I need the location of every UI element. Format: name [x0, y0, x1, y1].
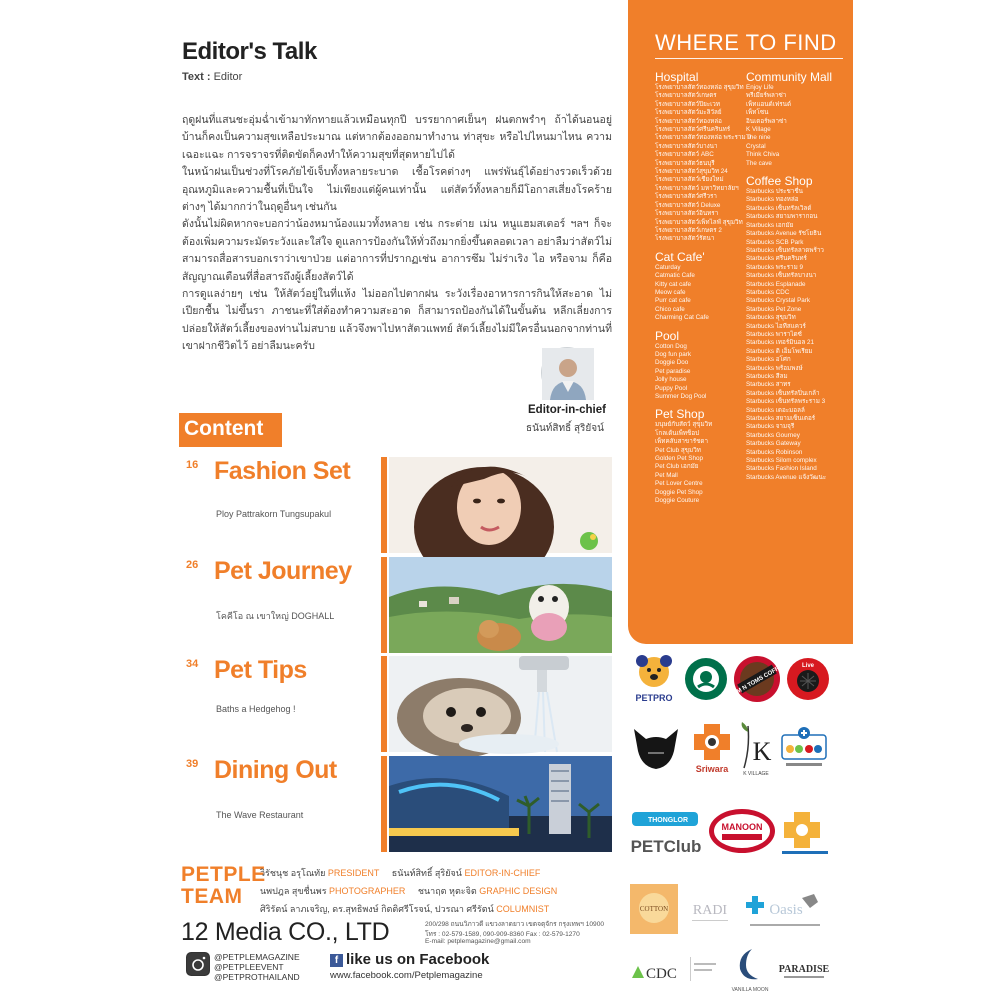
where-to-find-location: โรงพยาบาลสัตว์เพ็ทไลฟ์ สุขุมวิท	[655, 218, 743, 226]
accent-bar	[381, 756, 387, 852]
where-to-find-location: Starbucks พร้อมพงษ์	[746, 364, 803, 372]
pet-journey-photo	[389, 557, 612, 653]
tomntoms-coffee-logo	[728, 655, 788, 703]
accent-bar	[381, 557, 387, 653]
where-to-find-location: Cotton Dog	[655, 342, 687, 350]
pet-tips-photo	[389, 656, 612, 752]
dining-out-photo	[389, 756, 612, 852]
content-label: Content	[179, 413, 282, 447]
where-to-find-location: Starbucks ดิ เอ็มโพเรียม	[746, 347, 813, 355]
petclub-logo-text: PETClub	[630, 837, 702, 856]
starbucks-logo	[684, 657, 728, 701]
where-to-find-location: Dog fun park	[655, 350, 692, 358]
where-to-find-location: Puppy Pool	[655, 384, 688, 392]
k-village-logo-text: K VILLAGE	[743, 771, 769, 777]
where-to-find-location: Starbucks ประชาชื่น	[746, 188, 803, 196]
content-subtitle: The Wave Restaurant	[216, 810, 304, 820]
where-to-find-location: Starbucks Robinson	[746, 448, 803, 456]
where-to-find-location: Doggie Pet Shop	[655, 488, 703, 496]
cat-silhouette-logo	[630, 725, 682, 771]
where-to-find-divider	[655, 58, 843, 59]
paradise-logo-text: PARADISE	[778, 964, 830, 975]
where-to-find-location: Think Chiva	[746, 151, 780, 159]
content-subtitle: Ploy Pattrakorn Tungsupakul	[216, 509, 332, 519]
where-to-find-location: มนุษย์กับสัตว์ สุขุมวิท	[655, 421, 713, 429]
radi-logo-text: RADI	[692, 903, 728, 918]
where-to-find-location: Starbucks เซ็นทรัลพระราม 3	[746, 398, 826, 406]
where-to-find-location: โกลเด้นเพ็ทช็อป	[655, 429, 700, 437]
where-to-find-location: Starbucks Esplanade	[746, 280, 806, 288]
where-to-find-title: WHERE TO FIND	[655, 30, 837, 55]
cotton-logo	[630, 884, 678, 934]
social-handle[interactable]: @PETPROTHAILAND	[214, 972, 300, 982]
editor-credit	[182, 71, 242, 83]
cotton-logo-text: COTTON	[639, 905, 669, 913]
where-to-find-location: Starbucks พระราม 9	[746, 263, 803, 271]
where-to-find-location: โรงพยาบาลสัตว์ทองหล่อ สุขุมวิท	[655, 84, 744, 91]
fashion-set-photo	[389, 457, 612, 553]
team-member-role: COLUMNIST	[496, 904, 550, 914]
editor-paragraph: ดังนั้นไม่ผิดหากจะบอกว่าน้องหมาน้องแมวทั้งหลาย เช่น กระต่าย เม่น หนูแฮมสเตอร์ ฯลฯ ก็จะต้องเพิ่มความระมัดระวังและใส่ใจ ดูแลการป้องกันให้ทั่วถึงมากยิ่งขึ้นตลอดเวลา อย่าลืมว่าสัตว์ไม่สามารถสื่อสารบอกเราว่าเขาป่วย แต่อาการที่ปรากฏเช่น อาการซึม ไม่ร่าเริง ไอ หรือจาม ก็คือสัญญาณเตือนที่สื่อสารถึงผู้เลี้ยงสัตว์ได้	[182, 218, 612, 283]
vanilla-moon-logo	[728, 945, 772, 995]
where-to-find-location: Catmatic Cafe	[655, 272, 695, 280]
where-to-find-location: Starbucks เซ็นทรัลลาดพร้าว	[746, 246, 824, 254]
where-to-find-location: โรงพยาบาลสัตว์เชียงใหม่	[655, 176, 724, 184]
where-to-find-location: Jolly house	[655, 376, 687, 384]
where-to-find-location: โรงพยาบาลสัตว์เกษตร	[655, 92, 717, 100]
team-line-2	[260, 884, 557, 898]
content-item-fashion-set[interactable]	[186, 457, 612, 553]
oasis-logo-text: Oasis	[769, 902, 803, 918]
cdc-logo	[630, 958, 688, 984]
editor-credit-label: Text :	[182, 71, 211, 83]
accent-bar	[381, 656, 387, 752]
where-to-find-location: Pet Club สุขุมวิท	[655, 446, 701, 454]
where-to-find-location: Charming Cat Cafe	[655, 314, 709, 322]
where-to-find-location: โรงพยาบาลสัตว์สุขุมวิท 24	[655, 168, 728, 176]
sriwara-logo-text: Sriwara	[695, 764, 729, 774]
where-to-find-location: Starbucks Gateway	[746, 440, 801, 448]
where-to-find-location: Pet Mall	[655, 471, 678, 479]
content-item-pet-tips[interactable]	[186, 656, 612, 752]
facebook-like-text[interactable]: like us on Facebook	[346, 951, 490, 968]
where-to-find-location: Summer Dog Pool	[655, 393, 707, 400]
where-to-find-location: Golden Pet Shop	[655, 455, 703, 463]
content-item-pet-journey[interactable]	[186, 557, 612, 653]
where-to-find-location: พรีเมียร์พลาซ่า	[746, 92, 787, 100]
content-subtitle: โคคีโอ ณ เขาใหญ่ DOGHALL	[216, 611, 335, 621]
where-to-find-location: Pet Lover Centre	[655, 480, 703, 488]
where-to-find-location: Starbucks Gourney	[746, 431, 800, 439]
where-to-find-location: Starbucks จามจุรี	[746, 423, 795, 431]
where-to-find-location: เพ็ทโซน	[746, 109, 769, 117]
where-to-find-location: โรงพยาบาลสัตว์บางนา	[655, 142, 718, 150]
thonglor-logo-text: THONGLOR	[647, 817, 689, 824]
where-to-find-heading: Coffee Shop	[746, 174, 813, 189]
where-to-find-location: Starbucks อโศก	[746, 356, 791, 364]
tomntoms-logo-text: TOM N TOMS COFFEE	[728, 662, 788, 700]
content-page-number: 34	[186, 658, 199, 670]
where-to-find-location: โรงพยาบาลสัตว์ทองหล่อ พระราม 9	[655, 134, 751, 142]
content-page-number: 26	[186, 559, 199, 571]
content-title[interactable]: Dining Out	[214, 756, 337, 784]
editor-credit-value: Editor	[213, 71, 243, 83]
where-to-find-location: Starbucks Avenue แจ้งวัฒนะ	[746, 473, 827, 481]
where-to-find-location: Starbucks ไอทีสแควร์	[746, 322, 806, 330]
content-page-number: 16	[186, 459, 199, 471]
where-to-find-location: Starbucks ศรีนครินทร์	[746, 255, 807, 263]
where-to-find-location: โรงพยาบาลสัตว์ Deluxe	[655, 201, 721, 209]
where-to-find-location: Starbucks เทอร์มินอล 21	[746, 339, 815, 347]
content-item-dining-out[interactable]	[186, 756, 612, 852]
k-village-logo	[736, 718, 776, 778]
where-to-find-location: Starbucks Crystal Park	[746, 297, 811, 305]
social-handle[interactable]: @PETPLEEVENT	[214, 962, 284, 972]
where-to-find-heading: Pet Shop	[655, 407, 705, 422]
where-to-find-location: Starbucks สยามพารากอน	[746, 213, 818, 221]
manoon-logo-text: MANOON	[721, 822, 763, 832]
animal-hospital-logo	[780, 806, 830, 858]
content-subtitle: Baths a Hedgehog !	[216, 704, 296, 714]
editor-paragraph: ในหน้าฝนเป็นช่วงที่โรคภัยไข้เจ็บทั้งหลายระบาด เชื้อโรคต่างๆ แพร่พันธุ์ได้อย่างรวดเร็วด้วยอุณหภูมิและความชื้นที่เป็นใจ ไม่เพียงแต่ผู้คนเท่านั้น แต่สัตว์ทั้งหลายก็มีโอกาสเสี่ยงโรคร้ายต่างๆ ได้มากกว่าในฤดูอื่นๆ เช่นกัน	[182, 166, 612, 214]
petpro-logo-text: PETPRO	[635, 693, 673, 703]
where-to-find-location: The cave	[746, 159, 772, 167]
team-member-name: วิรัชนุช อรุโณทัย	[260, 868, 326, 878]
team-member-name: ชนาฤต หุตะจิต	[417, 886, 477, 896]
team-line-3	[260, 902, 549, 916]
editor-body	[182, 112, 612, 356]
where-to-find-right-column	[746, 64, 846, 482]
where-to-find-location: Starbucks Fashion Island	[746, 465, 817, 473]
where-to-find-location: โรงพยาบาลสัตว์ธนบุรี	[655, 159, 715, 167]
where-to-find-location: Chico cafe	[655, 305, 685, 313]
team-member-role: GRAPHIC DESIGN	[479, 886, 558, 896]
thonglor-petclub-logo	[630, 808, 702, 858]
where-to-find-location: Caturday	[655, 263, 681, 271]
where-to-find-location: โรงพยาบาลสัตว์ ABC	[655, 151, 714, 159]
email-line[interactable]: E-mail: petplemagazine@gmail.com	[425, 938, 531, 945]
team-member-role: EDITOR-IN-CHIEF	[464, 868, 541, 878]
where-to-find-location: Pet Club เอกมัย	[655, 463, 699, 471]
contact-line: โทร : 02-579-1589, 090-909-8360 Fax : 02-579-1270	[425, 931, 580, 938]
where-to-find-location: โรงพยาบาลสัตว์ศรีนครินทร์	[655, 126, 731, 134]
content-page-number: 39	[186, 758, 199, 770]
radi-logo	[684, 890, 736, 930]
where-to-find-location: โรงพยาบาลสัตว์อินทรา	[655, 210, 719, 218]
where-to-find-location: The nine	[746, 134, 771, 142]
editor-signature-name: ธนันท์สิทธิ์ สุริยัจน์	[526, 423, 604, 434]
where-to-find-location: Meow cafe	[655, 288, 686, 296]
where-to-find-heading: Community Mall	[746, 70, 833, 84]
where-to-find-location: โรงพยาบาลสัตว์ มหาวิทยาลัยฯ	[655, 184, 739, 192]
team-heading-line1: PETPLE	[181, 863, 266, 886]
where-to-find-location: เพ็ทแอนด์เฟรนด์	[746, 100, 792, 108]
where-to-find-location: Crystal	[746, 142, 766, 150]
where-to-find-location: Doggie Couture	[655, 497, 700, 505]
facebook-url[interactable]: www.facebook.com/Petplemagazine	[330, 970, 483, 981]
editor-signature-role: Editor-in-chief	[528, 404, 606, 416]
where-to-find-location: K Village	[746, 126, 771, 134]
vanilla-moon-logo-text: VANILLA MOON	[731, 987, 769, 993]
where-to-find-location: Starbucks เซ็นทรัลเวิลด์	[746, 204, 812, 212]
team-member-role: PRESIDENT	[327, 868, 380, 878]
accent-bar	[381, 457, 387, 553]
editor-paragraph: ฤดูฝนที่แสนชะอุ่มฉ่ำเข้ามาทักทายแล้วเหมือนทุกปี บรรยากาศเย็นๆ ฝนตกพรำๆ ถ้าได้นอนอยู่บ้านก็คงเป็นความสุขเหลือประมาณ แต่หากต้องออกมาทำงาน ท่าสุขะ หรือไปไหนมาไหน ความเฉอะแฉะ การจราจรที่ติดขัดก็คงทำให้ความสุขที่สุดหายไปได้	[182, 114, 612, 161]
editors-talk-title: Editor's Talk	[182, 38, 317, 65]
team-member-name: ศิริรัตน์ ลาภเจริญ, ดร.สุทธิพงษ์ กิตติศรีโรจน์, ปวรณา ศรีรัตน์	[260, 904, 494, 914]
where-to-find-location: Starbucks เดอะมอลล์	[746, 406, 805, 414]
facebook-icon[interactable]: f	[330, 954, 343, 967]
where-to-find-location: Starbucks เซ็นทรัลบางนา	[746, 272, 817, 280]
where-to-find-location: Starbucks Avenue รัชโยธิน	[746, 230, 822, 238]
where-to-find-location: เพ็ทคลับสาขารัชดา	[655, 438, 709, 446]
team-member-role: PHOTOGRAPHER	[329, 886, 406, 896]
where-to-find-location: Enjoy Life	[746, 84, 774, 91]
instagram-icon[interactable]	[186, 952, 210, 976]
where-to-find-location: Starbucks สีลม	[746, 373, 788, 380]
address-line: 200/298 ถนนวิภาวดี แขวงลาดยาว เขตจตุจักร กรุงเทพฯ 10900	[425, 921, 605, 928]
where-to-find-location: Pet paradise	[655, 367, 691, 375]
content-title[interactable]: Pet Journey	[214, 557, 352, 585]
paradise-logo	[776, 958, 832, 984]
where-to-find-location: Starbucks ทองหล่อ	[746, 196, 799, 204]
clinic-logo	[780, 725, 828, 771]
where-to-find-location: Kitty cat cafe	[655, 280, 692, 288]
petpro-logo	[632, 655, 677, 705]
manoon-logo	[708, 808, 776, 854]
editor-avatar	[541, 347, 593, 399]
where-to-find-location: Starbucks สยามเซ็นเตอร์	[746, 415, 816, 423]
where-to-find-location: Starbucks สุขุมวิท	[746, 314, 796, 322]
where-to-find-location: โรงพยาบาลสัตว์ศรีวรา	[655, 193, 717, 201]
where-to-find-location: Starbucks Silom complex	[746, 457, 817, 465]
where-to-find-location: โรงพยาบาลสัตว์ทองหล่อ	[655, 117, 722, 125]
where-to-find-location: Starbucks SCB Park	[746, 238, 804, 246]
where-to-find-heading: Hospital	[655, 70, 699, 84]
where-to-find-location: Starbucks CDC	[746, 288, 790, 296]
where-to-find-location: Starbucks เซ็นทรัลปิ่นเกล้า	[746, 389, 820, 397]
content-title[interactable]: Fashion Set	[214, 457, 351, 485]
cdc-logo-text: CDC	[646, 966, 677, 982]
where-to-find-location: Doggie Doo	[655, 359, 689, 367]
editor-paragraph: การดูแลง่ายๆ เช่น ให้สัตว์อยู่ในที่แห้ง ไม่ออกไปตากฝน ระวังเรื่องอาหารการกินให้สะอาด ไม่เปียกชื้น ไม่ขึ้นรา ภาชนะที่ใส่ต้องทำความสะอาด ก็สามารถป้องกันได้ในขั้นต้น หลีกเลี่ยงการปล่อยให้สัตว์เลี้ยงของท่านไม่สบาย แล้วจึงพาไปหาสัตวแพทย์ สัตว์เลี้ยงไม่มีใครอื่นนอกจากท่านที่เขาฝากชีวิตไว้ อย่าลืมนะครับ	[182, 288, 612, 353]
oasis-logo	[740, 888, 828, 934]
where-to-find-location: Starbucks เอกมัย	[746, 221, 794, 229]
where-to-find-location: โรงพยาบาลสัตว์มะลิวัลย์	[655, 109, 722, 117]
where-to-find-location: อินเตอร์พลาซ่า	[746, 117, 787, 125]
company-name: 12 Media CO., LTD	[181, 918, 390, 946]
team-member-name: นพปฎล สุขชื่นพร	[260, 886, 327, 896]
where-to-find-location: Purr cat cafe	[655, 297, 691, 305]
content-title[interactable]: Pet Tips	[214, 656, 307, 684]
cdc-tagline-logo	[690, 955, 720, 983]
svg-text:K: K	[752, 737, 772, 766]
petple-team-heading	[181, 864, 266, 908]
where-to-find-location: Starbucks Pet Zone	[746, 305, 802, 313]
team-heading-line2: TEAM	[181, 885, 243, 908]
where-to-find-location: Starbucks พาราไดซ์	[746, 330, 802, 338]
live-logo-text: Live	[801, 663, 815, 669]
where-to-find-left-column	[655, 64, 751, 505]
where-to-find-location: โรงพยาบาลสัตว์เกษตร 2	[655, 226, 722, 234]
team-member-name: ธนันท์สิทธิ์ สุริยัจน์	[391, 868, 462, 878]
team-line-1	[260, 866, 540, 880]
where-to-find-heading: Cat Cafe'	[655, 249, 705, 264]
live-coffee-logo	[786, 657, 830, 701]
where-to-find-location: Starbucks สาทร	[746, 381, 791, 389]
where-to-find-location: โรงพยาบาลสัตว์ปิยะเวท	[655, 100, 720, 108]
social-handle[interactable]: @PETPLEMAGAZINE	[214, 952, 300, 962]
where-to-find-location: โรงพยาบาลสัตว์รัตนา	[655, 235, 715, 243]
sriwara-logo	[688, 720, 736, 776]
where-to-find-heading: Pool	[655, 328, 680, 343]
